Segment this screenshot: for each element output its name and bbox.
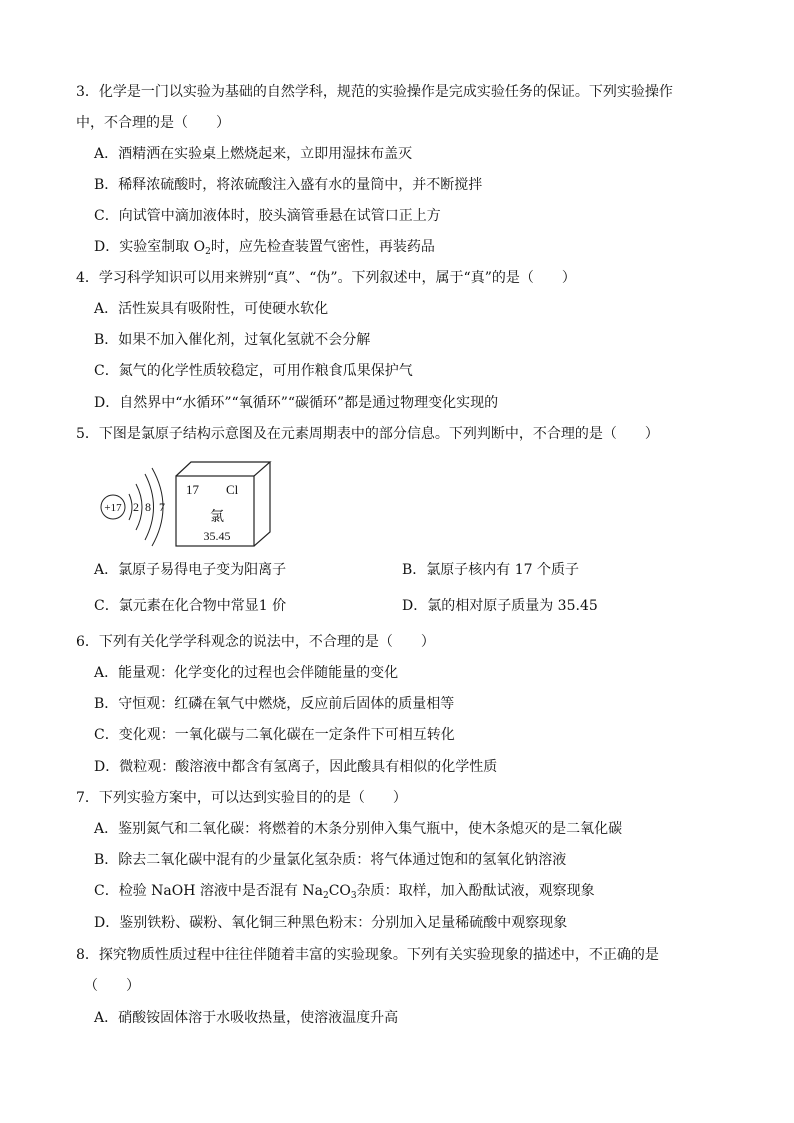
q7-option-b: B．除去二氧化碳中混有的少量氯化氢杂质：将气体通过饱和的氢氧化钠溶液: [94, 852, 567, 868]
shell-electrons-3: 7: [159, 500, 165, 514]
q4-stem: 4．学习科学知识可以用来辨别“真”、“伪”。下列叙述中，属于“真”的是（ ）: [76, 270, 576, 286]
q7-option-a: A．鉴别氮气和二氧化碳：将燃着的木条分别伸入集气瓶中，使木条熄灭的是二氧化碳: [94, 821, 623, 837]
element-symbol: Cl: [226, 482, 239, 497]
q3-option-d-pre: D．实验室制取 O: [94, 239, 206, 255]
q7-option-c-pre: C．检验 NaOH 溶液中是否混有 Na: [94, 883, 323, 899]
q8-stem-line1: 8．探究物质性质过程中往往伴随着丰富的实验现象。下列有关实验现象的描述中，不正确的是: [76, 947, 659, 963]
q3-option-c: C．向试管中滴加液体时，胶头滴管垂悬在试管口正上方: [94, 208, 441, 224]
q8-option-a: A．硝酸铵固体溶于水吸收热量，使溶液温度升高: [94, 1010, 399, 1026]
q3-stem-line2: 中，不合理的是（ ）: [76, 115, 230, 131]
q3-option-d-sub: 2: [205, 247, 211, 257]
q7-option-c-mid: CO: [328, 883, 351, 899]
q5-stem: 5．下图是氯原子结构示意图及在元素周期表中的部分信息。下列判断中，不合理的是（ ）: [76, 426, 659, 442]
q7-option-d: D．鉴别铁粉、碳粉、氧化铜三种黑色粉末：分别加入足量稀硫酸中观察现象: [94, 915, 568, 931]
q6-option-a: A．能量观：化学变化的过程也会伴随能量的变化: [94, 665, 399, 681]
shell-electrons-1: 2: [133, 500, 139, 514]
chlorine-diagram-svg: [96, 458, 276, 548]
element-atomic-number: 17: [186, 482, 199, 497]
chlorine-diagram: [96, 458, 276, 548]
q3-option-a: A．酒精洒在实验桌上燃烧起来，立即用湿抹布盖灭: [94, 146, 413, 162]
nucleus-charge: +17: [104, 502, 122, 514]
q6-option-c: C．变化观：一氧化碳与二氧化碳在一定条件下可相互转化: [94, 727, 455, 743]
q5-option-b: B．氯原子核内有 17 个质子: [402, 562, 580, 578]
element-cell-top: [176, 462, 270, 476]
q7-option-c-sub2: 3: [350, 891, 357, 901]
element-atomic-mass: 35.45: [203, 529, 231, 543]
q6-option-b: B．守恒观：红磷在氧气中燃烧，反应前后固体的质量相等: [94, 696, 455, 712]
q3-option-b: B．稀释浓硫酸时，将浓硫酸注入盛有水的量筒中，并不断搅拌: [94, 177, 483, 193]
q5-option-c: C．氯元素在化合物中常显1 价: [94, 598, 287, 614]
q7-stem: 7．下列实验方案中，可以达到实验目的的是（ ）: [76, 790, 407, 806]
q3-option-d-post: 时，应先检查装置气密性，再装药品: [210, 239, 435, 255]
element-name: 氯: [210, 510, 224, 525]
q4-option-c: C．氮气的化学性质较稳定，可用作粮食瓜果保护气: [94, 363, 413, 379]
q3-stem-line1: 3．化学是一门以实验为基础的自然学科，规范的实验操作是完成实验任务的保证。下列实验操作: [76, 84, 673, 100]
q5-option-a: A．氯原子易得电子变为阳离子: [94, 562, 287, 578]
q4-option-d: D．自然界中“水循环”“氧循环”“碳循环”都是通过物理变化实现的: [94, 395, 499, 411]
q7-option-c-post: 杂质：取样，加入酚酞试液，观察现象: [356, 883, 595, 899]
shell-electrons-2: 8: [145, 500, 151, 514]
q6-option-d: D．微粒观：酸溶液中都含有氢离子，因此酸具有相似的化学性质: [94, 759, 498, 775]
q3-option-d: [94, 237, 435, 262]
q7-option-c-sub1: 2: [322, 891, 329, 901]
q4-option-a: A．活性炭具有吸附性，可使硬水软化: [94, 301, 329, 317]
q4-option-b: B．如果不加入催化剂，过氧化氢就不会分解: [94, 332, 371, 348]
q8-stem-line2: （ ）: [84, 978, 140, 994]
shell-arc-1: [129, 494, 132, 520]
q5-option-d: D．氯的相对原子质量为 35.45: [402, 598, 598, 614]
q6-stem: 6．下列有关化学学科观念的说法中，不合理的是（ ）: [76, 634, 435, 650]
q7-option-c: [94, 881, 595, 906]
